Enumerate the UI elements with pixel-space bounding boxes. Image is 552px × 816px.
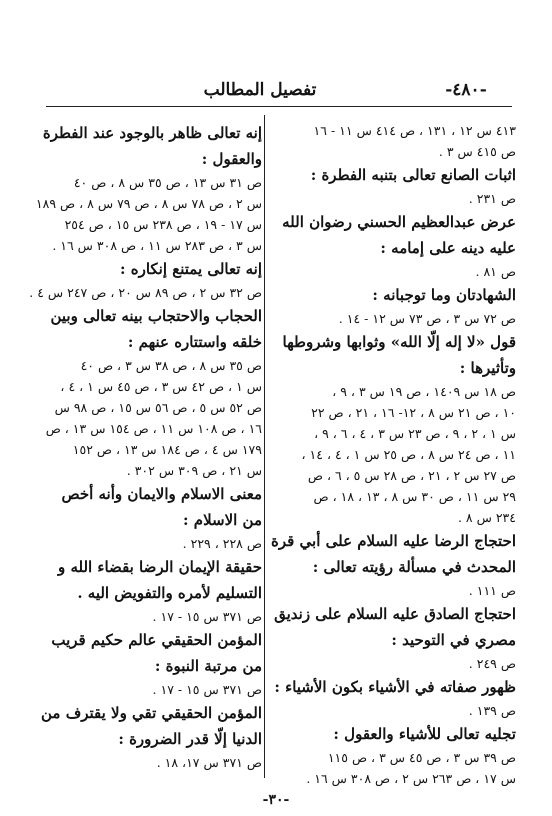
index-entry-references: ٤١٣ س ١٢ ، ١٣١ ، ص ٤١٤ س ١١ - ١٦ (313, 123, 516, 138)
index-entry-references: س ١٧ - ١٩ ، ص ٢٣٨ س ١٥ ، ص ٢٥٤ (64, 217, 262, 232)
index-entry-heading: اثبات الصانع تعالى بتنبه الفطرة : (310, 166, 516, 184)
index-entry-references: ص ١٨ س ١٤٠٩ ، ص ١٩ س ٣ ، ٩ ، (332, 384, 516, 399)
index-entry-references: ١١ ، ص ٢٤ س ٨ ، ص ٢٥ س ١ ، ٤ ، ١٤ ، (301, 447, 516, 462)
index-entry-references: ١٧٩ س ٤ ، ص ١٨٤ س ١٣ ، ص ١٥٢ (72, 442, 262, 457)
index-entry-heading: احتجاج الصادق عليه السلام على زنديق (274, 605, 516, 623)
index-entry-references: ص ١١١ . (468, 583, 516, 598)
index-entry-references: س ٢ ، ص ٧٨ س ٨ ، ص ٧٩ س ٨ ، ص ١٨٩ (35, 196, 262, 211)
header-rule (46, 106, 512, 107)
index-entry-references: س ٢١ ، ص ٣٠٩ س ٣٠٢ . (126, 463, 262, 478)
index-entry-references: ص ١٣٩ . (468, 703, 516, 718)
index-entry-references: ص ٤١٥ س ٣ . (438, 144, 516, 159)
index-entry-references: ص ٣١ س ١٣ ، ص ٣٥ س ٨ ، ص ٤٠ (73, 175, 262, 190)
index-entry-heading: قول «لا إله إلّا الله» وثوابها وشروطها (282, 333, 516, 351)
index-entry-references: ص ٥٢ س ٥ ، ص ٥٦ س ١٥ ، ص ٩٨ س (54, 400, 262, 415)
index-entry-heading: المحدث في مسألة رؤيته تعالى : (312, 558, 516, 576)
index-entry-references: ص ٢٤٩ . (468, 656, 516, 671)
index-entry-references: ص ٢٢٨ ، ٢٢٩ . (182, 536, 262, 551)
index-entry-heading: من الاسلام : (183, 511, 262, 529)
right-column (268, 120, 516, 789)
index-entry-heading: الشهادتان وما توجبانه : (372, 286, 516, 304)
index-entry-references: ص ٢٣١ . (468, 191, 516, 206)
index-entry-heading: الحجاب والاحتجاب بينه تعالى وبين (50, 307, 262, 325)
index-entry-references: ١٦ ، ص ١٠٨ س ١١ ، ص ١٥٤ س ١٣ ، ص (45, 421, 262, 436)
index-entry-references: ص ٨١ . (475, 264, 516, 279)
index-entry-heading: معنى الاسلام والايمان وأنه أخص (61, 485, 262, 503)
column-separator (264, 115, 265, 778)
index-entry-heading: تجليه تعالى للأشياء والعقول : (333, 725, 516, 743)
index-entry-references: س ١ ، ص ٤٢ س ٣ ، ص ٤٥ س ١ ، ٤ ، (60, 379, 262, 394)
index-entry-references: ص ٢٧ س ٢ ، ٢١ ، ص ٢٨ س ٥ ، ٦ ، ص (307, 468, 516, 483)
index-entry-references: ٢٣٤ س ٨ . (457, 510, 516, 525)
index-entry-heading: إنه تعالى يمتنع إنكاره : (119, 260, 262, 278)
index-entry-references: ص ٧٢ س ٣ ، ص ٧٣ س ١٢ - ١٤ . (338, 311, 516, 326)
page-title: تفصيل المطالب (203, 80, 317, 100)
left-column (29, 120, 262, 773)
index-entry-heading: عليه دينه على إمامه : (380, 239, 516, 257)
index-entry-references: س ١ ، ٢ ، ٩ ، ص ٢٣ س ٣ ، ٤ ، ٦ ، ٩ ، (314, 426, 516, 441)
index-entry-heading: وتأثيرها : (459, 359, 516, 377)
index-entry-references: ص ٣٧١ س ١٧، ١٨ . (156, 755, 262, 770)
index-entry-heading: خلقه واستتاره عنهم : (127, 333, 262, 351)
index-entry-heading: الدنيا إلّا قدر الضرورة : (118, 730, 262, 748)
index-entry-heading: المؤمن الحقيقي تقي ولا يقترف من (41, 704, 262, 722)
index-entry-references: ١٠ ، ص ٢١ س ٨ ، ١٢- ١٦ ، ٢١ ، ص ٢٢ (311, 405, 516, 420)
index-entry-heading: ظهور صفاته في الأشياء بكون الأشياء : (274, 678, 516, 696)
index-entry-references: ٢٩ س ١١ ، ص ٣٠ س ٨ ، ١٣ ، ١٨ ، ص (313, 489, 516, 504)
footer-page-number: -٣٠- (262, 792, 290, 808)
index-entry-references: ص ٣٩ س ٣ ، ص ٤٥ س ٣ ، ص ١١٥ (327, 750, 516, 765)
index-entry-heading: من مرتبة النبوة : (154, 657, 262, 675)
page-number: -٤٨٠- (445, 80, 487, 100)
index-entry-references: ص ٣٢ س ٢ ، ص ٨٩ س ٢٠ ، ص ٢٤٧ س ٤ . (29, 285, 262, 300)
index-entry-references: س ١٧ ، ص ٢٦٣ س ٢ ، ص ٣٠٨ س ١٦ . (306, 771, 516, 786)
index-entry-references: ص ٣٥ س ٨ ، ص ٣٨ س ٣ ، ص ٤٠ (80, 358, 262, 373)
index-entry-references: س ٣ ، ص ٢٨٣ س ١١ ، ص ٣٠٨ س ١٦ . (52, 238, 262, 253)
index-entry-heading: والعقول : (201, 150, 262, 168)
index-entry-references: ص ٣٧١ س ١٥ - ١٧ . (152, 609, 262, 624)
index-entry-heading: إنه تعالى ظاهر بالوجود عند الفطرة (42, 124, 262, 142)
index-entry-heading: المؤمن الحقيقي عالم حكيم قريب (51, 631, 262, 649)
index-entry-heading: عرض عبدالعظيم الحسني رضوان الله (282, 213, 516, 231)
index-entry-heading: التسليم لأمره والتفويض اليه . (77, 584, 262, 602)
index-entry-heading: حقيقة الإيمان الرضا بقضاء الله و (58, 558, 262, 576)
index-entry-references: ص ٣٧١ س ١٥ - ١٧ . (152, 682, 262, 697)
index-entry-heading: مصري في التوحيد : (391, 631, 516, 649)
index-entry-heading: احتجاج الرضا عليه السلام على أبي قرة (271, 532, 516, 550)
